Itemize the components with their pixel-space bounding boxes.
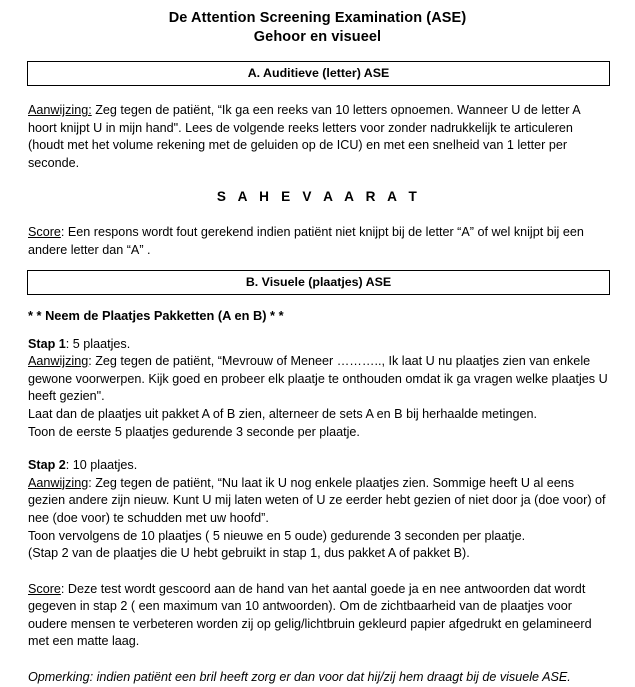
spacer: [28, 206, 610, 224]
spacer: [28, 324, 610, 336]
step1-instruction-text: : Zeg tegen de patiënt, “Mevrouw of Meneer ……….., Ik laat U nu plaatjes zien van enkele gewone voorwerpen. Kijk goed en probeer elk plaatje te onthouden omdat ik ga vragen welke plaatjes U heeft gezien".: [28, 354, 608, 404]
letter-sequence: S A H E V A A R A T: [216, 189, 422, 205]
step2-label: Stap 2: [28, 458, 66, 473]
spacer: [28, 441, 610, 457]
section-b-score-paragraph: [28, 581, 610, 651]
packets-note: * * Neem de Plaatjes Pakketten (A en B) * *: [28, 307, 284, 323]
step2-instruction-label: Aanwijzing: [28, 475, 89, 490]
step2-label-rest: : 10 plaatjes.: [65, 458, 138, 473]
document-title: [0, 0, 635, 47]
spacer: [28, 172, 610, 188]
section-b-score-text: : Deze test wordt gescoord aan de hand van het aantal goede ja en nee antwoorden dat wordt gegeven in stap 2 ( een maximum van 10 antwoorden). Om de zichtbaarheid van de plaatjes voor oudere mensen te verbeteren worden zij op gelig/lichtbruin gekleurd papier afgedrukt en gelamineerd met een matte laag.: [28, 581, 592, 649]
spacer: [28, 651, 610, 669]
section-b-score-label: Score: [28, 581, 61, 596]
section-a-instruction-label: Aanwijzing:: [28, 103, 92, 117]
section-a-instruction-text: Zeg tegen de patiënt, “Ik ga een reeks van 10 letters opnoemen. Wanneer U de letter A hoort knijpt U in mijn hand". Lees de volgende reeks letters voor zonder nadrukkelijk te articuleren (houdt met het volume rekening met de geluiden op de ICU) en met een snelheid van 1 letter per seconde.: [28, 103, 580, 170]
spacer: [0, 295, 635, 307]
section-a-score-text: : Een respons wordt fout gerekend indien patiënt niet knijpt bij de letter “A” of wel knijpt bij een andere letter dan “A” .: [28, 225, 584, 257]
section-a-body: [28, 102, 610, 260]
title-line-primary: De Attention Screening Examination (ASE): [168, 10, 467, 26]
step1-label-rest: : 5 plaatjes.: [65, 336, 131, 351]
step2-instruction-text: : Zeg tegen de patiënt, “Nu laat ik U nog enkele plaatjes zien. Sommige heeft U al eens gezien andere zijn nieuw. Kunt U mij laten weten of U ze eerder hebt gezien of niet door ja (doe voor) of nee (doe voor) te schudden met uw hoofd”.: [28, 475, 606, 525]
title-line-secondary: Gehoor en visueel: [253, 29, 382, 45]
spacer: [0, 86, 635, 102]
section-a-heading: A. Auditieve (letter) ASE: [27, 61, 610, 86]
step1-extra-line-1: Laat dan de plaatjes uit pakket A of B zien, alterneer de sets A en B bij herhaalde metingen.: [28, 406, 537, 421]
section-b-body: [28, 307, 610, 687]
section-a-score-paragraph: [28, 224, 610, 259]
section-a-instruction-paragraph: [28, 102, 610, 172]
section-a-score-label: Score: [28, 225, 61, 240]
step2-instruction-paragraph: [28, 475, 610, 528]
step2-heading: [28, 457, 610, 475]
step1-extra-line-2: Toon de eerste 5 plaatjes gedurende 3 seconde per plaatje.: [28, 424, 360, 439]
step2-extra-line-2: (Stap 2 van de plaatjes die U hebt gebruikt in stap 1, dus pakket A of pakket B).: [28, 546, 470, 561]
step2-extra-line-1: Toon vervolgens de 10 plaatjes ( 5 nieuwe en 5 oude) gedurende 3 seconden per plaatje.: [28, 528, 526, 543]
step1-label: Stap 1: [28, 336, 66, 351]
step1-instruction-paragraph: [28, 353, 610, 406]
spacer: [28, 563, 610, 581]
step1-instruction-label: Aanwijzing: [28, 354, 89, 369]
remark-paragraph: Opmerking: indien patiënt een bril heeft zorg er dan voor dat hij/zij hem draagt bij de visuele ASE.: [28, 670, 571, 685]
section-b-heading: B. Visuele (plaatjes) ASE: [27, 270, 610, 295]
step1-heading: [28, 336, 610, 354]
